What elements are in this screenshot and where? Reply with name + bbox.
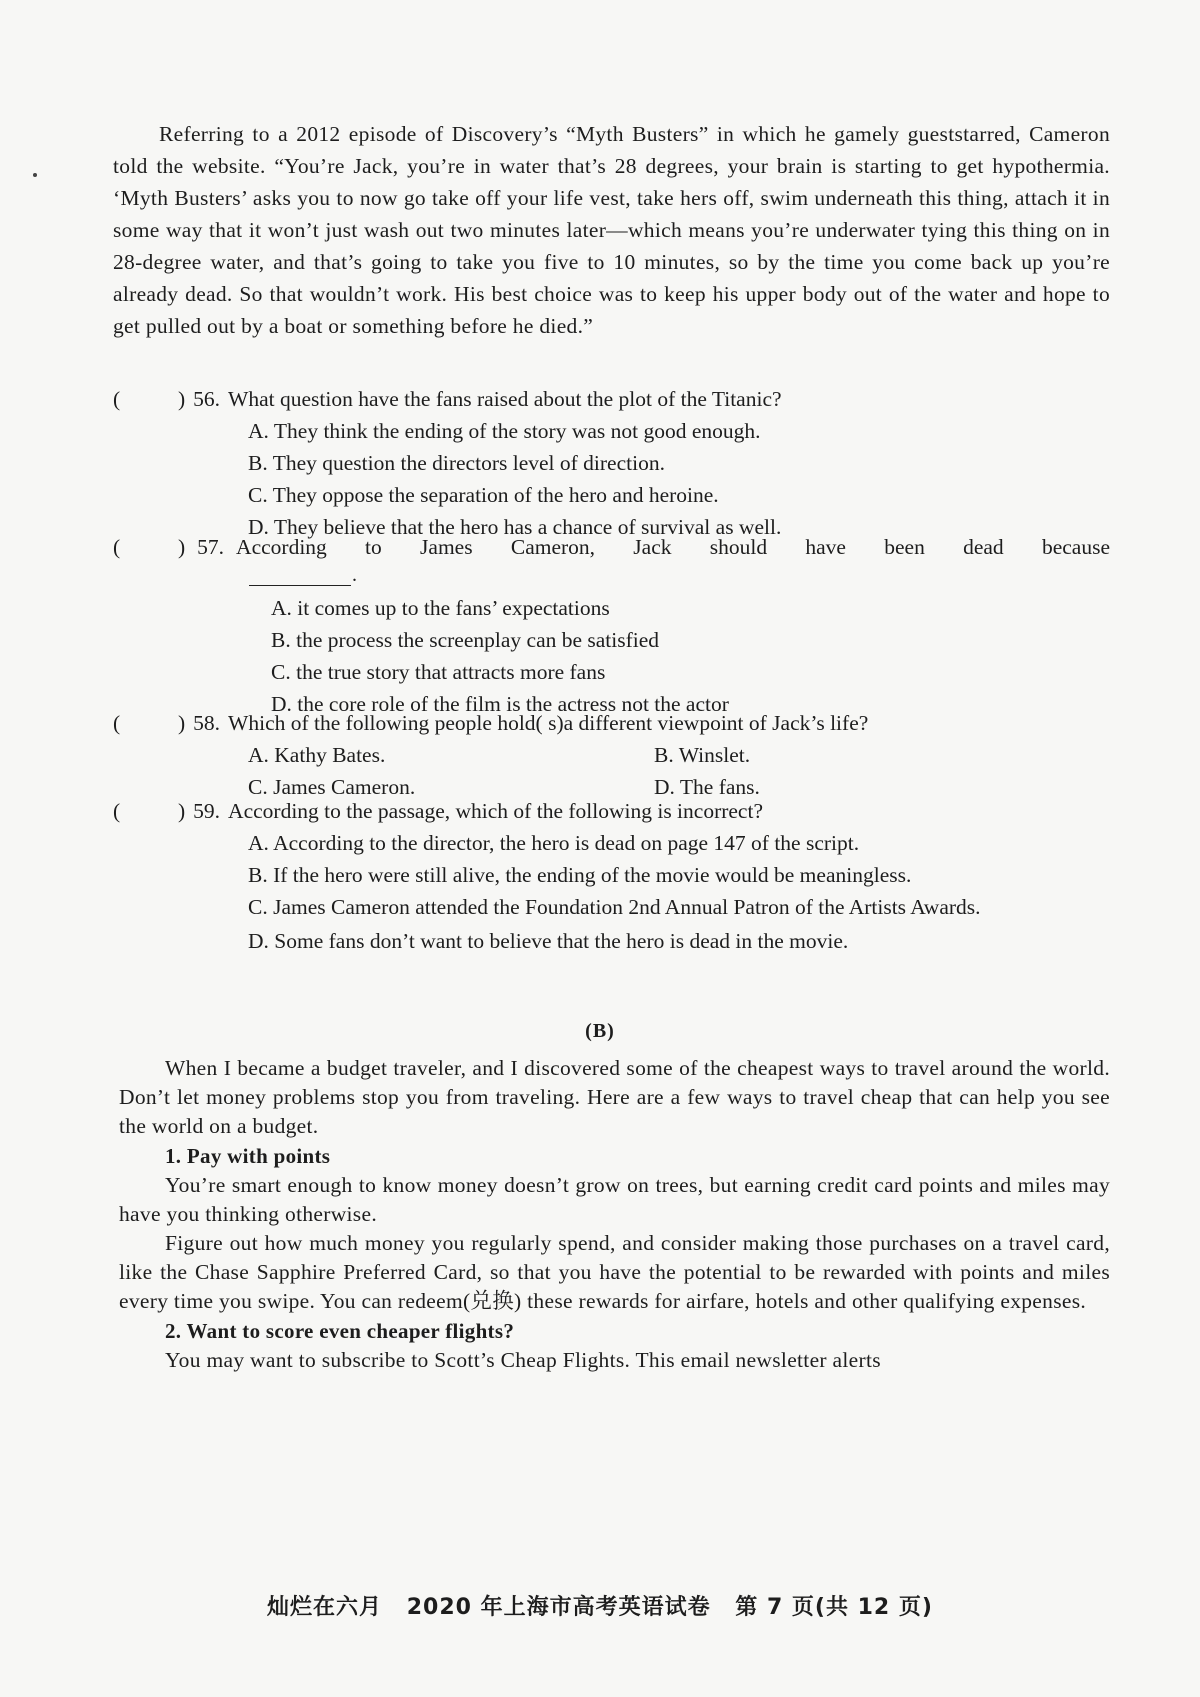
option-c: C. James Cameron. <box>248 775 416 799</box>
question-stem: Which of the following people hold( s)a different viewpoint of Jack’s life? <box>228 711 869 735</box>
option-b: B. If the hero were still alive, the ending of the movie would be meaningless. <box>248 863 912 887</box>
answer-paren-open: ( <box>113 711 121 735</box>
passage-b-paragraph-3: You may want to subscribe to Scott’s Cheap Flights. This email newsletter alerts <box>165 1348 881 1372</box>
question-number: 58. <box>193 711 221 735</box>
footer-exam-title: 2020 年上海市高考英语试卷 <box>406 1595 711 1620</box>
footer-slogan: 灿烂在六月 <box>267 1595 383 1620</box>
option-d: D. the core role of the film is the actress not the actor <box>271 692 729 716</box>
option-d: D. Some fans don’t want to believe that the hero is dead in the movie. <box>248 929 849 953</box>
answer-paren-close: ) <box>178 535 186 559</box>
option-a: A. According to the director, the hero is dead on page 147 of the script. <box>248 831 860 855</box>
fill-in-blank <box>249 563 351 586</box>
question-number: 56. <box>193 387 221 411</box>
passage-b-paragraph-2: Figure out how much money you regularly spend, and consider making those purchases on a travel card, like the Chase Sapphire Preferred Card, so that you have the potential to be rewarded with points and miles every time you swipe. You can redeem(兑换) these rewards for airfare, hotels and other qualifying expenses. <box>119 1231 1110 1313</box>
question-stem: According to the passage, which of the following is incorrect? <box>228 799 763 823</box>
stray-ink-dot <box>33 173 37 177</box>
option-d: D. They believe that the hero has a chance of survival as well. <box>248 515 782 539</box>
passage-b-paragraph-1: You’re smart enough to know money doesn’t grow on trees, but earning credit card points and miles may have you thinking otherwise. <box>119 1173 1110 1226</box>
option-a: A. They think the ending of the story was not good enough. <box>248 419 761 443</box>
passage-b-intro: When I became a budget traveler, and I discovered some of the cheapest ways to travel around the world. Don’t let money problems stop you from traveling. Here are a few ways to travel cheap that can help you see the world on a budget. <box>119 1056 1110 1138</box>
question-57 <box>113 531 1110 720</box>
answer-paren-close: ) <box>178 387 186 411</box>
passage-a-paragraph: Referring to a 2012 episode of Discovery’s “Myth Busters” in which he gamely gueststarred, Cameron told the website. “You’re Jack, you’re in water that’s 28 degrees, your brain is starting to get hypothermia. ‘Myth Busters’ asks you to now go take off your life vest, take hers off, swim underneath this thing, attach it in some way that it won’t just wash out two minutes later—which means you’re underwater tying this thing on in 28-degree water, and that’s going to take you five to 10 minutes, so by the time you come back up you’re already dead. So that wouldn’t work. His best choice was to keep his upper body out of the water and hope to get pulled out by a boat or something before he died.” <box>113 122 1110 338</box>
passage-b-heading-2: 2. Want to score even cheaper flights? <box>165 1319 515 1343</box>
question-number: 59. <box>193 799 221 823</box>
option-a: A. it comes up to the fans’ expectations <box>271 596 610 620</box>
answer-blank[interactable] <box>143 707 178 739</box>
options-row-1 <box>248 739 1110 771</box>
option-a: A. Kathy Bates. <box>248 743 386 767</box>
answer-paren-close: ) <box>178 711 186 735</box>
question-stem: According to James Cameron, Jack should have been dead because <box>236 535 1110 559</box>
answer-paren-open: ( <box>113 799 121 823</box>
page-footer <box>0 1590 1200 1621</box>
answer-paren-close: ) <box>178 799 186 823</box>
footer-page-number: 第 7 页(共 12 页) <box>735 1595 933 1620</box>
option-c: C. They oppose the separation of the hero and heroine. <box>248 483 719 507</box>
answer-blank[interactable] <box>143 531 178 563</box>
option-c: C. the true story that attracts more fans <box>271 660 606 684</box>
answer-blank[interactable] <box>143 383 178 415</box>
option-b: B. Winslet. <box>654 743 751 767</box>
passage-b-text <box>119 1054 1110 1375</box>
option-c: C. James Cameron attended the Foundation 2nd Annual Patron of the Artists Awards. <box>248 895 981 919</box>
passage-b-heading-1: 1. Pay with points <box>165 1144 331 1168</box>
answer-paren-open: ( <box>113 387 121 411</box>
section-b-label: (B) <box>585 1020 615 1042</box>
question-stem: What question have the fans raised about the plot of the Titanic? <box>228 387 782 411</box>
option-b: B. They question the directors level of direction. <box>248 451 665 475</box>
question-59 <box>113 795 1110 957</box>
option-d: D. The fans. <box>654 775 760 799</box>
question-56 <box>113 383 1110 543</box>
option-b: B. the process the screenplay can be satisfied <box>271 628 660 652</box>
question-58 <box>113 707 1110 803</box>
question-number: 57. <box>197 535 225 559</box>
passage-a-text <box>113 118 1110 342</box>
answer-paren-open: ( <box>113 535 121 559</box>
answer-blank[interactable] <box>143 795 178 827</box>
